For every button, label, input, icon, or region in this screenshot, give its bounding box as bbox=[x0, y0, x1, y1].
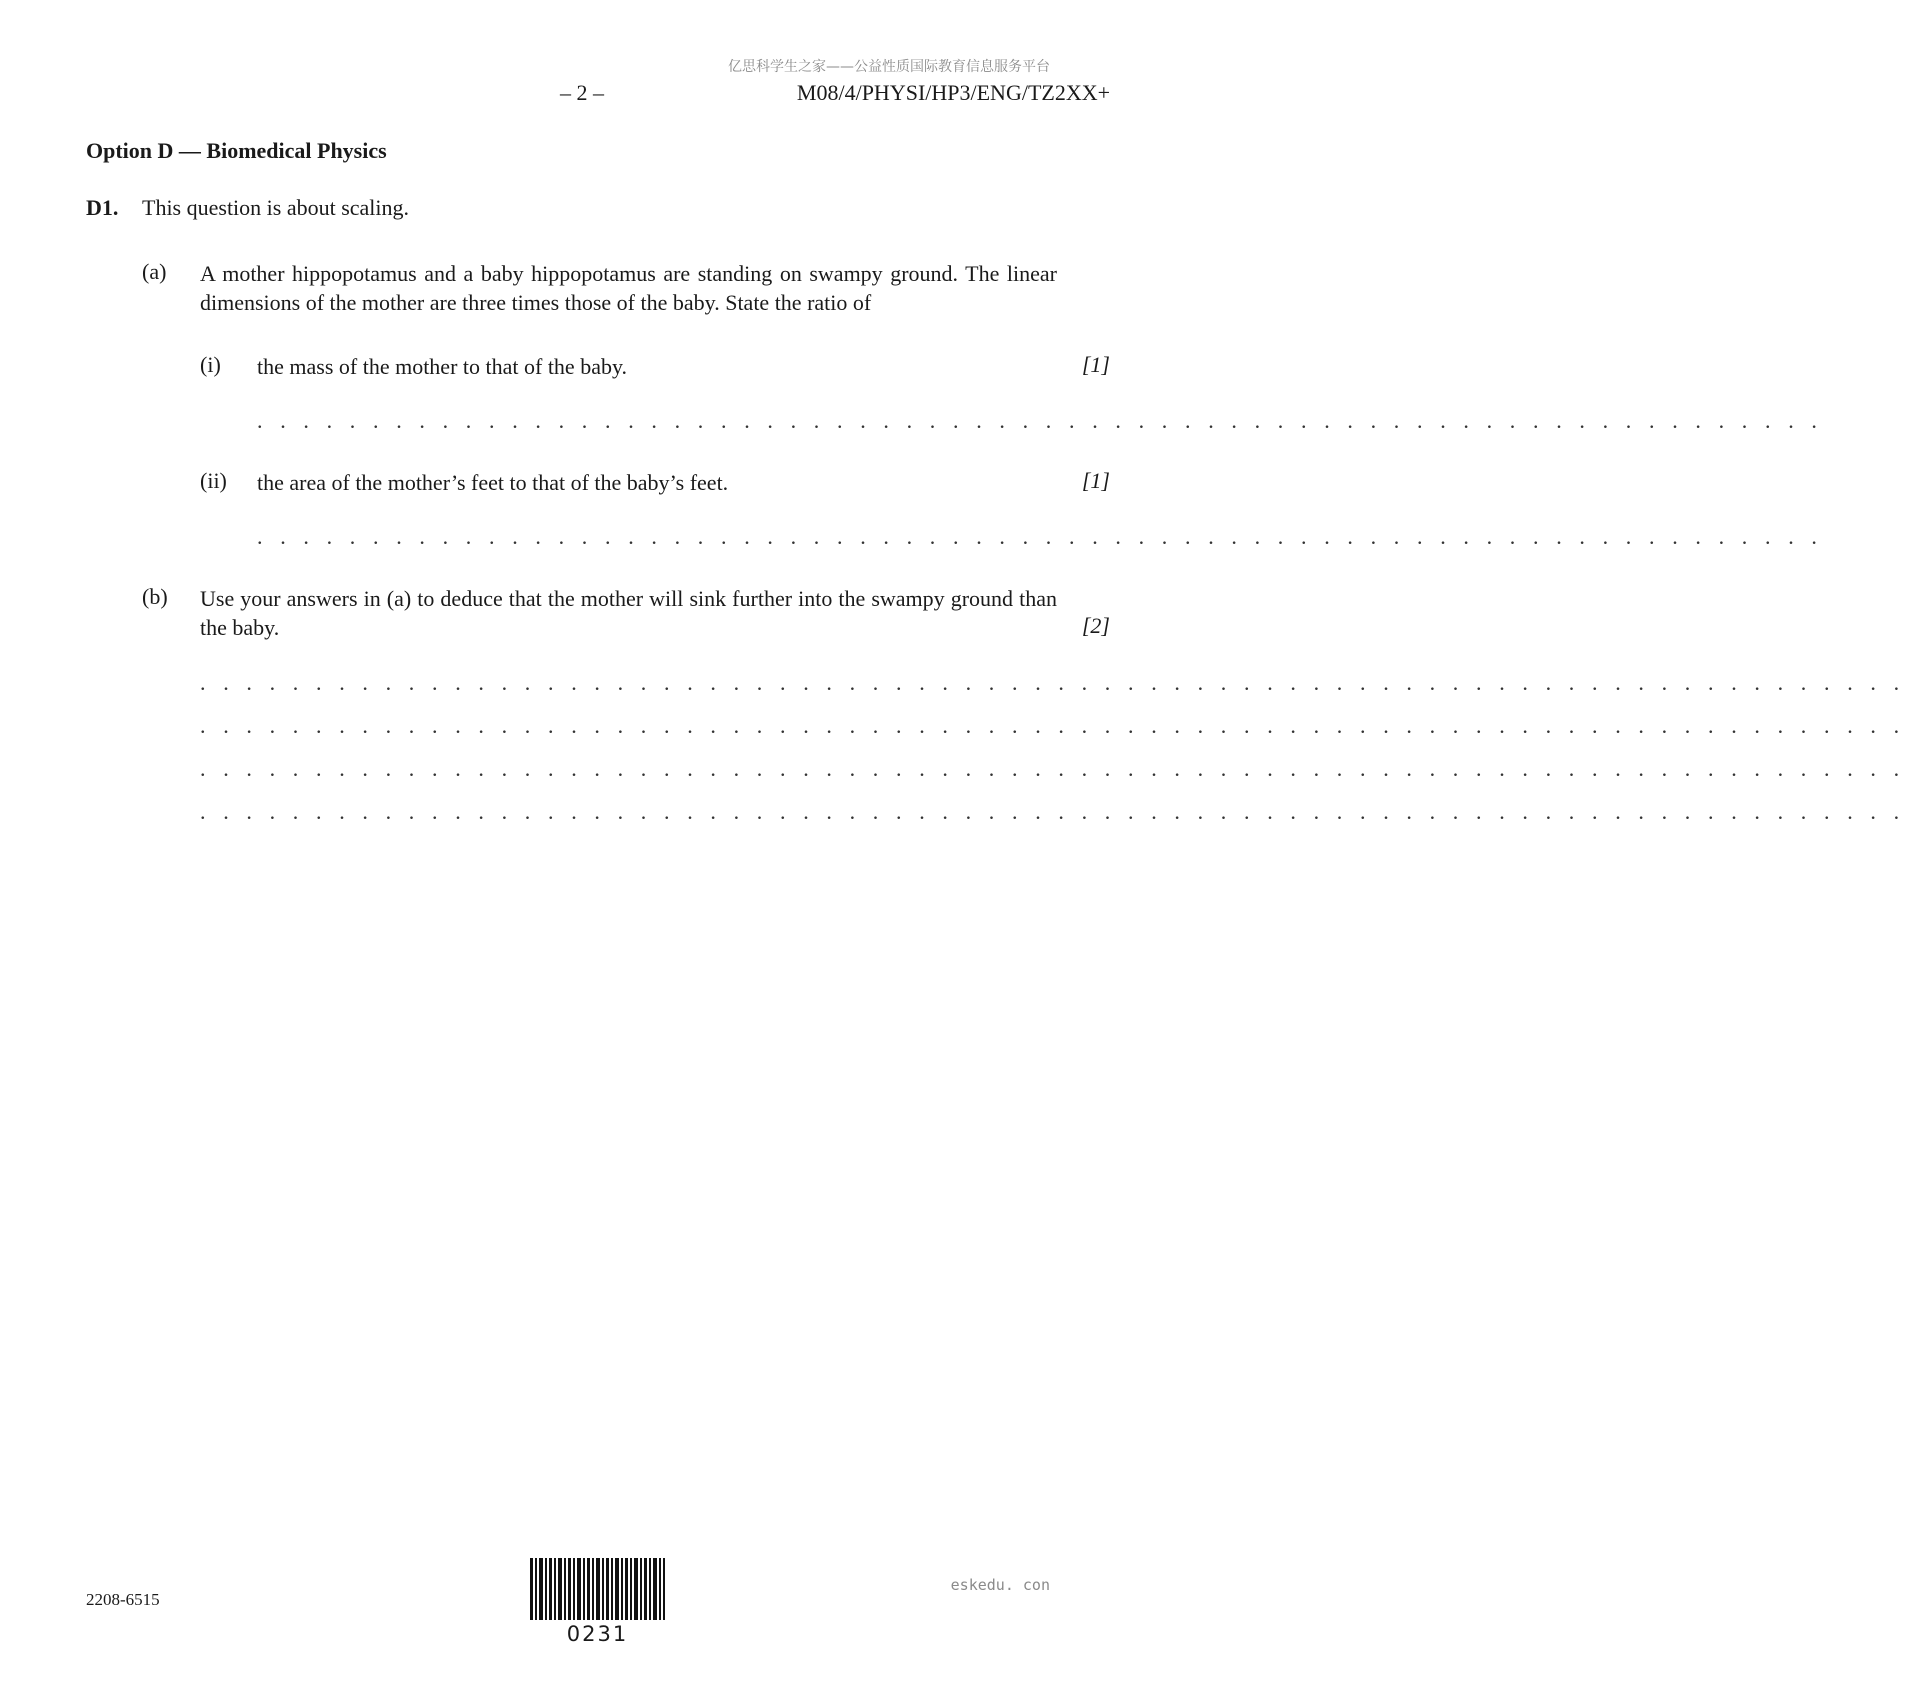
paper-code: M08/4/PHYSI/HP3/ENG/TZ2XX+ bbox=[796, 80, 1110, 105]
section-title: Option D — Biomedical Physics bbox=[86, 138, 387, 163]
answer-line[interactable]: . . . . . . . . . . . . . . . . . . . . . . . . . . . . . . . . . . . . . . . . . . . . . . . . . . . . . . . . . . . . . . . . . . . . . . . . . . bbox=[200, 756, 1905, 781]
part-b-label: (b) bbox=[142, 584, 168, 609]
part-a-label: (a) bbox=[142, 259, 167, 284]
sub-ii-marks: [1] bbox=[1081, 468, 1110, 493]
sub-ii-text: the area of the mother’s feet to that of the baby’s feet. bbox=[257, 470, 729, 495]
sub-ii-label: (ii) bbox=[200, 468, 227, 493]
watermark-text: 亿思科学生之家——公益性质国际教育信息服务平台 bbox=[728, 59, 1050, 75]
footer-site: eskedu. con bbox=[950, 1576, 1050, 1594]
barcode-icon bbox=[530, 1558, 665, 1620]
sub-i-label: (i) bbox=[200, 352, 221, 377]
footer-code: 2208-6515 bbox=[86, 1590, 160, 1609]
question-number: D1. bbox=[86, 195, 119, 220]
sub-i-text: the mass of the mother to that of the baby. bbox=[257, 354, 628, 379]
part-a-text: A mother hippopotamus and a baby hippopotamus are standing on swampy ground. The linear dimensions of the mother are three times those of the baby. State the ratio of bbox=[200, 261, 1057, 315]
part-b-text: Use your answers in (a) to deduce that the mother will sink further into the swampy ground than the baby. bbox=[200, 586, 1057, 640]
answer-line[interactable]: . . . . . . . . . . . . . . . . . . . . . . . . . . . . . . . . . . . . . . . . . . . . . . . . . . . . . . . . . . . . . . . . . . . . bbox=[257, 524, 1823, 549]
page-number: – 2 – bbox=[560, 80, 604, 105]
barcode-number: 0231 bbox=[566, 1622, 629, 1646]
answer-line[interactable]: . . . . . . . . . . . . . . . . . . . . . . . . . . . . . . . . . . . . . . . . . . . . . . . . . . . . . . . . . . . . . . . . . . . . bbox=[257, 408, 1823, 433]
answer-line[interactable]: . . . . . . . . . . . . . . . . . . . . . . . . . . . . . . . . . . . . . . . . . . . . . . . . . . . . . . . . . . . . . . . . . . . . . . . . . . bbox=[200, 799, 1905, 824]
part-b-marks: [2] bbox=[1081, 613, 1110, 638]
sub-i-marks: [1] bbox=[1081, 352, 1110, 377]
answer-line[interactable]: . . . . . . . . . . . . . . . . . . . . . . . . . . . . . . . . . . . . . . . . . . . . . . . . . . . . . . . . . . . . . . . . . . . . . . . . . . bbox=[200, 713, 1905, 738]
answer-line[interactable]: . . . . . . . . . . . . . . . . . . . . . . . . . . . . . . . . . . . . . . . . . . . . . . . . . . . . . . . . . . . . . . . . . . . . . . . . . . bbox=[200, 670, 1905, 695]
question-text: This question is about scaling. bbox=[142, 195, 410, 220]
